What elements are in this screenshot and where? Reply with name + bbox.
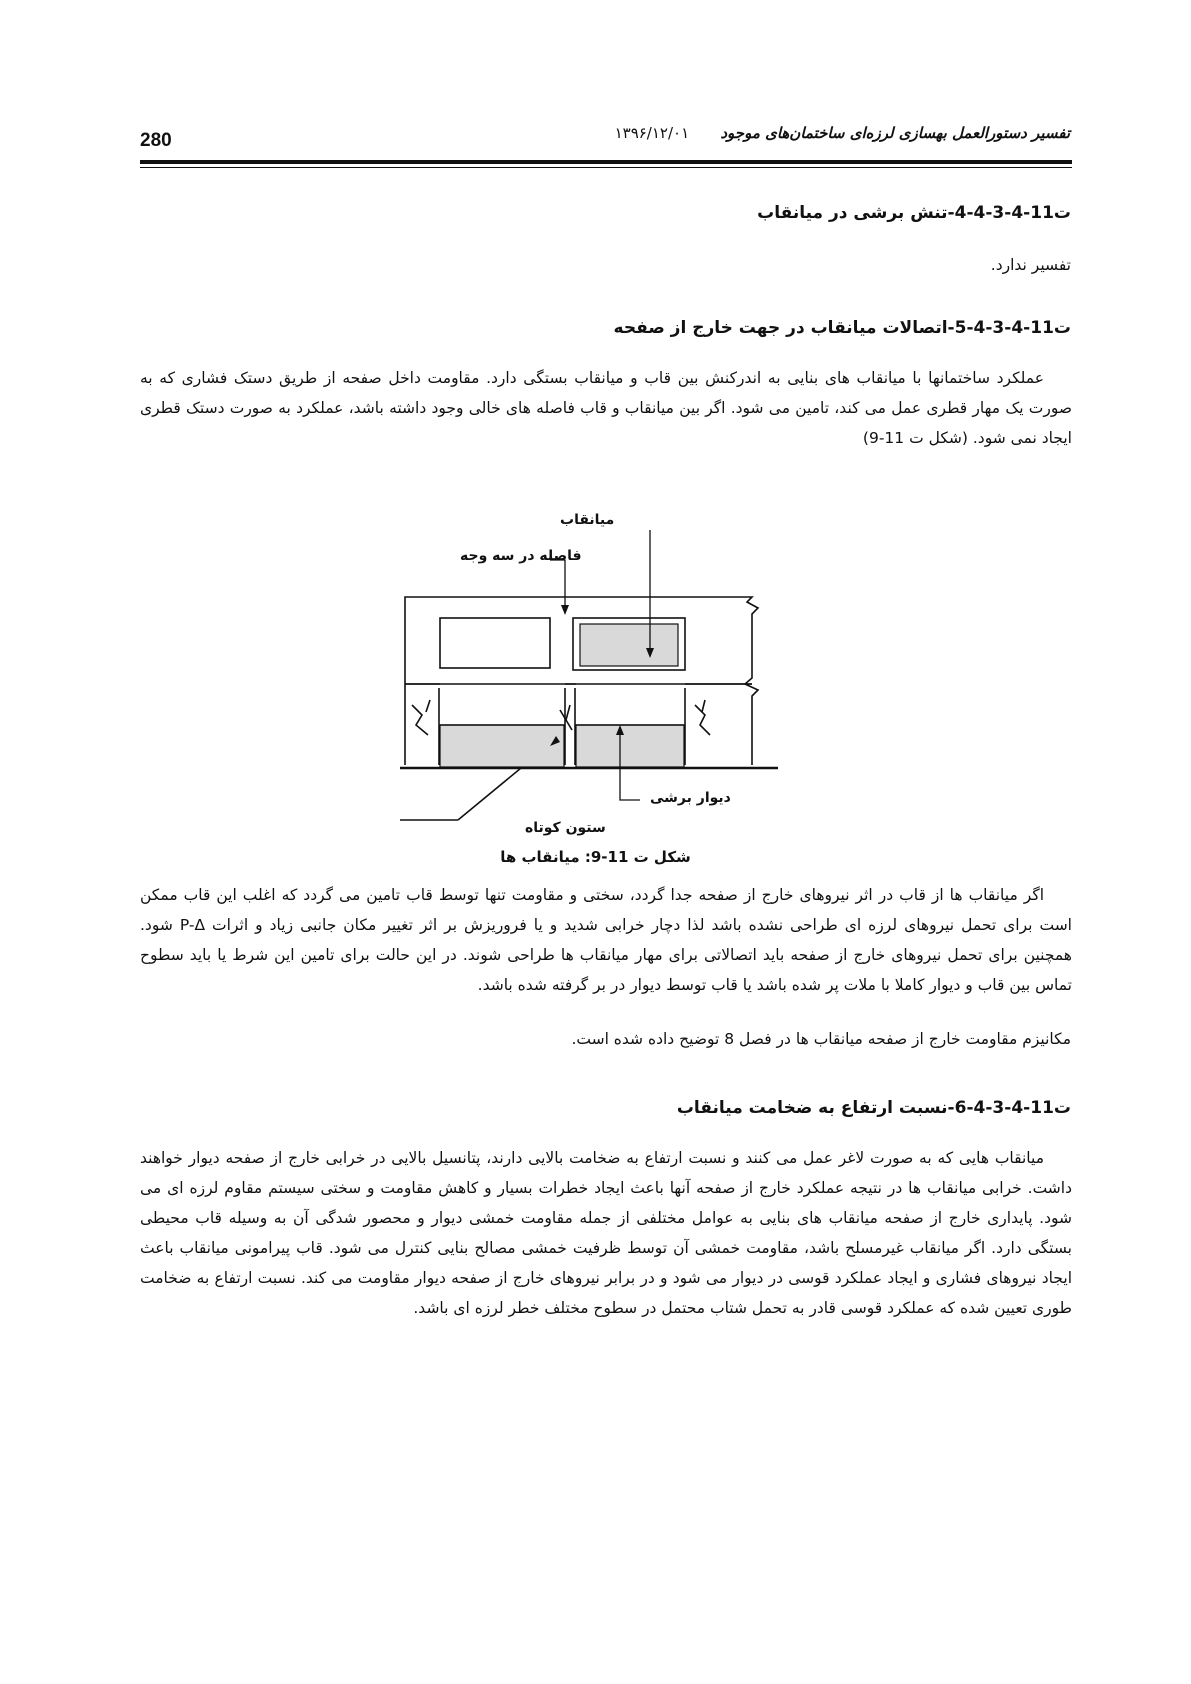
note-paragraph: مکانیزم مقاومت خارج از صفحه میانقاب ها در فصل 8 توضیح داده شده است. (571, 1030, 1071, 1048)
label-gap: فاصله در سه وجه (460, 548, 582, 564)
label-short-column: ستون کوتاه (525, 820, 606, 836)
section-paragraph: میانقاب هایی که به صورت لاغر عمل می کنند و نسبت ارتفاع به ضخامت بالایی دارند، پتانسیل بالایی در خرابی خارج از صفحه دیوار خواهند داشت. خرابی میانقاب ها در نتیجه عملکرد خارج از صفحه آنها باعث ایجاد خطرات بسیار و کاهش مقاومت و سختی سیستم مقاوم لرزه ای می شود. پایداری خارج از صفحه میانقاب های بنایی به عوامل مختلفی از جمله مقاومت خمشی دیوار و محصور شدگی آن به وسیله قاب محیطی بستگی دارد. اگر میانقاب غیرمسلح باشد، مقاومت خمشی آن توسط ظرفیت خمشی مصالح بنایی کنترل می شود. قاب پیرامونی میانقاب باعث ایجاد نیروهای فشاری و ایجاد عملکرد قوسی در دیوار می شود و در برابر نیروهای خارج از صفحه دیوار مقاومت می کند. نسبت ارتفاع به ضخامت طوری تعیین شده که عملکرد قوسی قادر به تحمل شتاب محتمل در سطوح مختلف خطر لرزه ای باشد. (140, 1149, 1072, 1317)
section-heading: ت11-4-3-4-5-اتصالات میانقاب در جهت خارج از صفحه (613, 318, 1071, 338)
section-body: تفسیر ندارد. (990, 256, 1071, 274)
section-paragraph: عملکرد ساختمانها با میانقاب های بنایی به اندرکنش بین قاب و میانقاب بستگی دارد. مقاومت داخل صفحه از طریق دستک فشاری که به صورت یک مهار قطری عمل می کند، تامین می شود. اگر بین میانقاب و قاب فاصله های خالی وجود داشته باشد، عملکرد به صورت دستک قطری ایجاد نمی شود. (شکل ت 11-9) (140, 369, 1072, 447)
header-date: ۱۳۹۶/۱۲/۰۱ (614, 124, 690, 142)
header-rule-thick (140, 160, 1072, 164)
book-title: تفسیر دستورالعمل بهسازی لرزه‌ای ساختمان‌های موجود (720, 124, 1070, 142)
section-heading: ت11-4-3-4-6-نسبت ارتفاع به ضخامت میانقاب (676, 1098, 1071, 1118)
section-heading: ت11-4-3-4-4-تنش برشی در میانقاب (757, 203, 1071, 223)
paragraph: اگر میانقاب ها از قاب در اثر نیروهای خارج از صفحه جدا گردد، سختی و مقاومت تنها توسط قاب تامین می گردد که اغلب این قاب ممکن است برای تحمل نیروهای لرزه ای طراحی نشده باشد لذا دچار خرابی شدید و یا فروریزش بر اثر تغییر مکان جانبی زیاد و اثرات P-Δ شود. همچنین برای تحمل نیروهای خارج از صفحه باید اتصالاتی برای مهار میانقاب ها طراحی شوند. در این حالت برای تامین این شرط یا باید سطوح تماس بین قاب و دیوار کاملا با ملات پر شده باشد یا قاب توسط دیوار در بر گرفته شده باشد. (140, 886, 1072, 994)
figure-caption: شکل ت 11-9: میانقاب ها (500, 848, 691, 866)
header-rule-thin (140, 167, 1072, 168)
running-title (615, 124, 1070, 142)
label-infill: میانقاب (560, 512, 615, 528)
page-number: 280 (140, 130, 172, 151)
label-shear-wall: دیوار برشی (650, 790, 731, 806)
page-header (140, 118, 1070, 158)
